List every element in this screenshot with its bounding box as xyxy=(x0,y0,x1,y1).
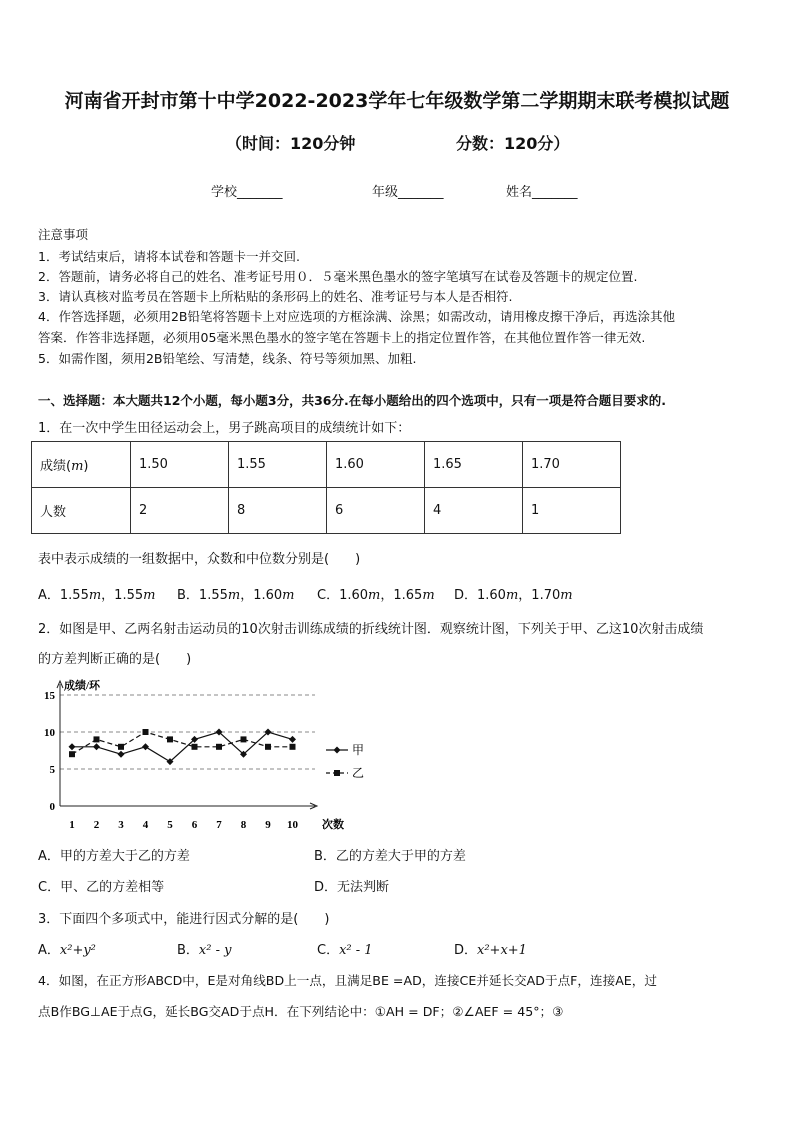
data-point xyxy=(241,736,247,742)
y-tick-label: 15 xyxy=(44,690,55,702)
x-axis-label: 次数 xyxy=(322,819,344,831)
legend-marker-2 xyxy=(334,770,340,776)
legend-marker-1 xyxy=(334,747,341,754)
table-cell: 1.50 xyxy=(131,442,229,488)
table-cell: 2 xyxy=(131,488,229,534)
data-point xyxy=(93,743,100,750)
x-tick-label: 1 xyxy=(69,819,75,831)
question-4-stem: 4．如图，在正方形ABCD中，E是对角线BD上一点，且满足BE =AD，连接CE并延长交AD于点F，连接AE，过 xyxy=(38,973,657,988)
table-cell: 1 xyxy=(523,488,621,534)
y-tick-label: 5 xyxy=(49,764,55,776)
x-tick-label: 2 xyxy=(93,819,100,831)
y-axis-label: 成绩/环 xyxy=(64,680,101,692)
section-heading: 一、选择题：本大题共12个小题，每小题3分，共36分.在每小题给出的四个选项中，只有一项是符合题目要求的. xyxy=(38,393,666,408)
notice-item: 3．请认真核对监考员在答题卡上所粘贴的条形码上的姓名、准考证号与本人是否相符. xyxy=(38,289,513,304)
notice-heading: 注意事项 xyxy=(38,227,89,242)
notice-item: 2．答题前，请务必将自己的姓名、准考证号用０．５毫米黑色墨水的签字笔填写在试卷及答题卡的规定位置. xyxy=(38,269,638,284)
x-tick-label: 4 xyxy=(142,819,149,831)
question-1-option-a: A．1.55m，1.55m xyxy=(38,588,156,603)
notice-item: 答案．作答非选择题，必须用05毫米黑色墨水的签字笔在答题卡上的指定位置作答，在其他位置作答一律无效. xyxy=(38,330,646,345)
table-header-cell: 人数 xyxy=(32,488,131,534)
question-2-option-c: C．甲、乙的方差相等 xyxy=(38,880,165,895)
exam-time: （时间：120分钟 xyxy=(226,134,356,153)
table-cell: 1.60 xyxy=(327,442,425,488)
question-2-stem: 2．如图是甲、乙两名射击运动员的10次射击训练成绩的折线统计图．观察统计图，下列关于甲、乙这10次射击成绩 xyxy=(38,622,704,637)
x-tick-label: 9 xyxy=(265,819,271,831)
y-tick-label: 0 xyxy=(49,801,55,813)
question-1-option-d: D．1.60m，1.70m xyxy=(454,588,573,603)
data-point xyxy=(216,744,222,750)
table-row xyxy=(32,488,621,534)
notice-item: 5．如需作图，须用2B铅笔绘、写清楚，线条、符号等须加黑、加粗. xyxy=(38,351,417,366)
question-1-option-c: C．1.60m，1.65m xyxy=(317,588,435,603)
score-table xyxy=(31,441,621,534)
table-cell: 1.65 xyxy=(425,442,523,488)
question-2-option-d: D．无法判断 xyxy=(314,880,390,895)
table-row xyxy=(32,442,621,488)
x-tick-label: 3 xyxy=(118,819,124,831)
data-point xyxy=(192,744,198,750)
school-field: 学校_______ xyxy=(211,185,283,200)
data-point xyxy=(290,744,296,750)
x-tick-label: 5 xyxy=(167,819,173,831)
data-point xyxy=(143,729,149,735)
question-3-stem: 3．下面四个多项式中，能进行因式分解的是( ) xyxy=(38,912,330,927)
notice-item: 1．考试结束后，请将本试卷和答题卡一并交回. xyxy=(38,249,300,264)
series-line-1 xyxy=(72,732,293,762)
data-point xyxy=(265,744,271,750)
question-3-option-d: D．x²+x+1 xyxy=(454,943,527,958)
line-chart xyxy=(30,672,370,840)
question-1-stem: 1．在一次中学生田径运动会上，男子跳高项目的成绩统计如下： xyxy=(38,421,411,436)
question-1-text: 表中表示成绩的一组数据中，众数和中位数分别是( ) xyxy=(38,552,361,567)
question-3-option-a: A．x²+y² xyxy=(38,943,96,958)
data-point xyxy=(289,736,296,743)
x-tick-label: 7 xyxy=(216,819,222,831)
question-2-stem: 的方差判断正确的是( ) xyxy=(38,652,192,667)
data-point xyxy=(142,743,149,750)
notice-item: 4．作答选择题，必须用2B铅笔将答题卡上对应选项的方框涂满、涂黑；如需改动，请用橡皮擦干净后，再选涂其他 xyxy=(38,309,675,324)
data-point xyxy=(118,751,125,758)
table-cell: 4 xyxy=(425,488,523,534)
data-point xyxy=(94,736,100,742)
table-cell: 6 xyxy=(327,488,425,534)
data-point xyxy=(167,736,173,742)
table-cell: 8 xyxy=(229,488,327,534)
legend-label-2: 乙 xyxy=(352,766,365,780)
page-title: 河南省开封市第十中学2022-2023学年七年级数学第二学期期末联考模拟试题 xyxy=(64,90,730,112)
x-tick-label: 8 xyxy=(240,819,247,831)
question-3-option-b: B．x² - y xyxy=(177,943,232,958)
name-field: 姓名_______ xyxy=(506,185,578,200)
legend-label-1: 甲 xyxy=(352,743,365,757)
table-header-cell: 成绩(m) xyxy=(32,442,131,488)
data-point xyxy=(69,751,75,757)
x-tick-label: 6 xyxy=(191,819,198,831)
question-2-option-b: B．乙的方差大于甲的方差 xyxy=(314,849,466,864)
exam-score: 分数：120分） xyxy=(456,134,570,153)
table-cell: 1.55 xyxy=(229,442,327,488)
question-4-stem: 点B作BG⊥AE于点G，延长BG交AD于点H．在下列结论中：①AH = DF；②∠AEF = 45°；③ xyxy=(38,1004,564,1019)
data-point xyxy=(118,744,124,750)
table-cell: 1.70 xyxy=(523,442,621,488)
question-2-option-a: A．甲的方差大于乙的方差 xyxy=(38,849,190,864)
question-1-option-b: B．1.55m，1.60m xyxy=(177,588,295,603)
grade-field: 年级_______ xyxy=(372,185,444,200)
y-tick-label: 10 xyxy=(44,727,55,739)
x-tick-label: 10 xyxy=(287,819,298,831)
question-3-option-c: C．x² - 1 xyxy=(317,943,373,958)
data-point xyxy=(69,743,76,750)
